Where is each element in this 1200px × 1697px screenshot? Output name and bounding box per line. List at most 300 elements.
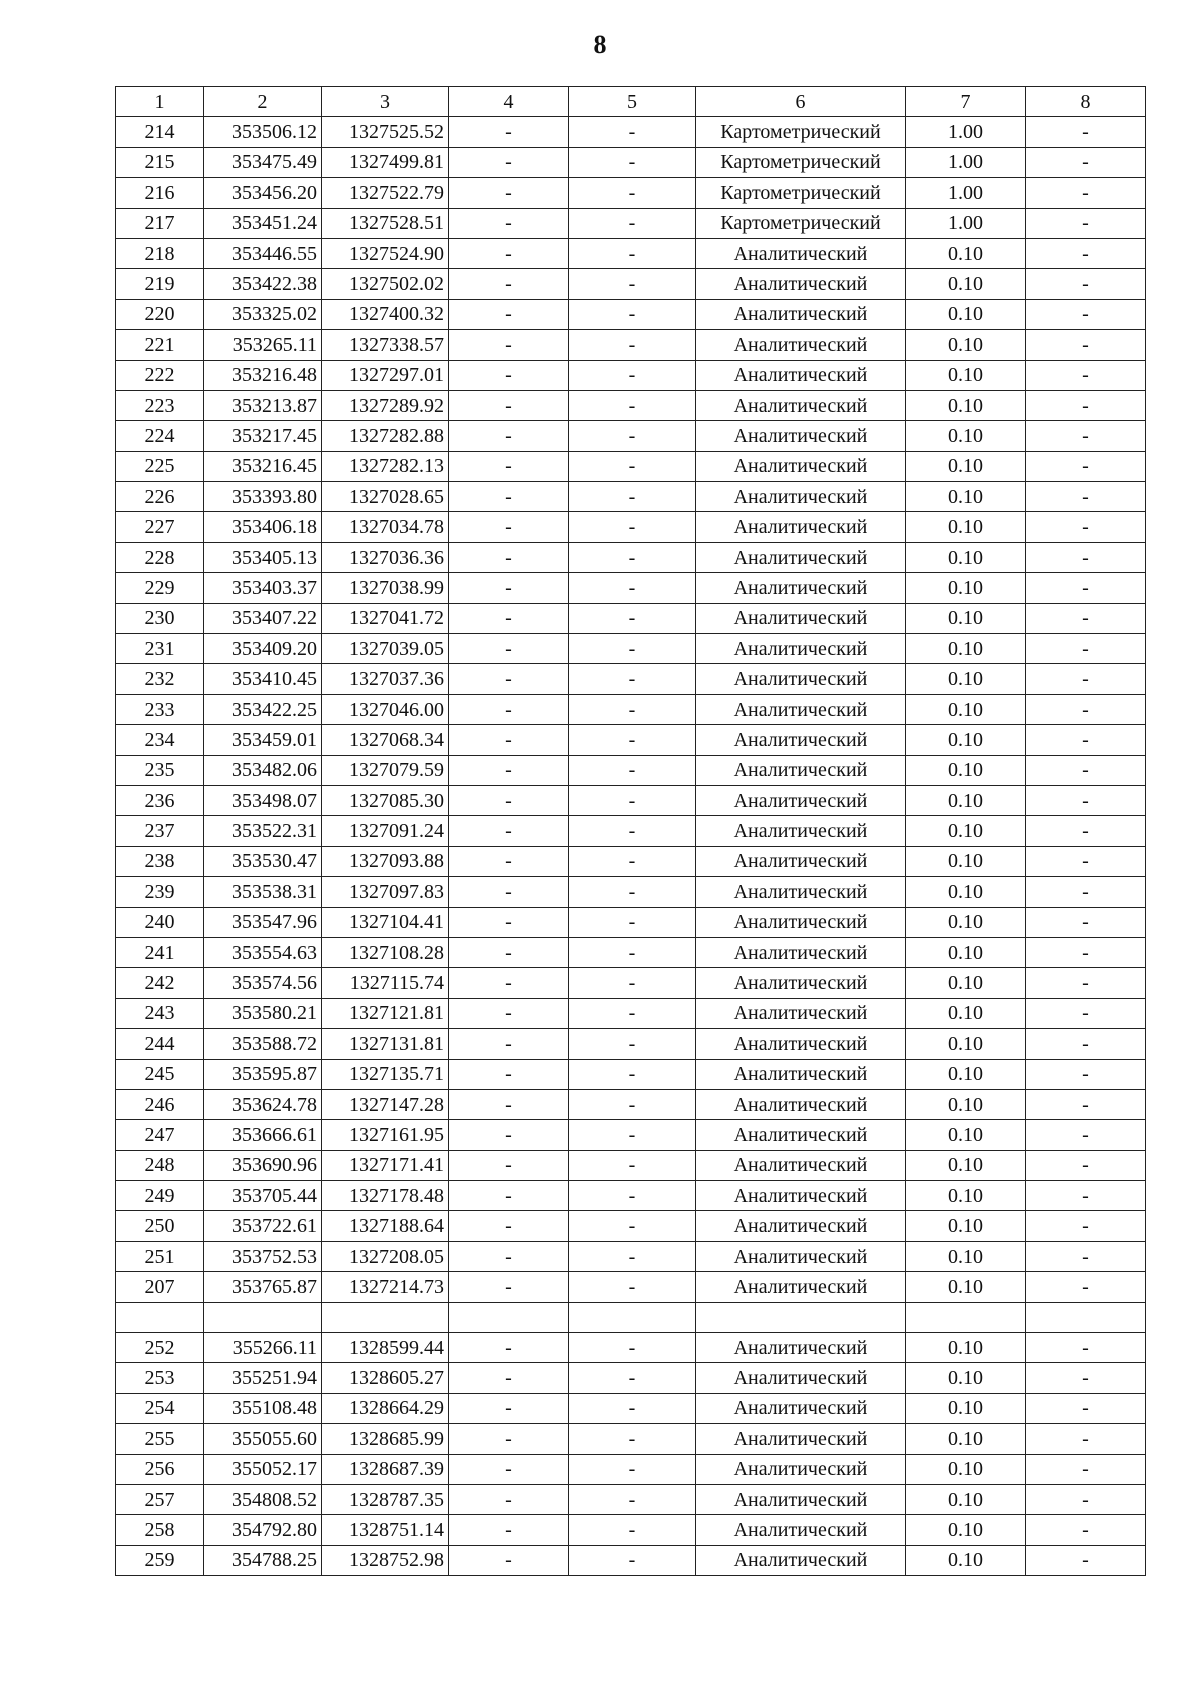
method-cell: Аналитический xyxy=(696,1181,906,1211)
point-number-cell: 235 xyxy=(116,755,204,785)
x-coordinate-cell: 353403.37 xyxy=(204,573,322,603)
y-coordinate-cell: 1328599.44 xyxy=(322,1333,449,1363)
point-number-cell: 251 xyxy=(116,1241,204,1271)
table-row xyxy=(116,1211,1146,1241)
method-cell: Аналитический xyxy=(696,421,906,451)
point-number-cell: 259 xyxy=(116,1545,204,1575)
method-cell: Аналитический xyxy=(696,1029,906,1059)
column-5-cell: - xyxy=(569,1241,696,1271)
column-8-cell: - xyxy=(1026,421,1146,451)
point-number-cell: 207 xyxy=(116,1272,204,1302)
column-8-cell: - xyxy=(1026,1120,1146,1150)
x-coordinate-cell: 353705.44 xyxy=(204,1181,322,1211)
x-coordinate-cell: 353422.25 xyxy=(204,694,322,724)
column-8-cell: - xyxy=(1026,299,1146,329)
column-5-cell: - xyxy=(569,421,696,451)
x-coordinate-cell: 354788.25 xyxy=(204,1545,322,1575)
point-number-cell: 253 xyxy=(116,1363,204,1393)
column-4-cell: - xyxy=(449,634,569,664)
column-4-cell: - xyxy=(449,482,569,512)
point-number-cell: 240 xyxy=(116,907,204,937)
column-5-cell: - xyxy=(569,755,696,785)
x-coordinate-cell: 353213.87 xyxy=(204,390,322,420)
column-5-cell: - xyxy=(569,1454,696,1484)
table-row xyxy=(116,573,1146,603)
table-row xyxy=(116,542,1146,572)
y-coordinate-cell: 1327085.30 xyxy=(322,785,449,815)
header-cell: 3 xyxy=(322,87,449,117)
column-8-cell: - xyxy=(1026,512,1146,542)
point-number-cell: 256 xyxy=(116,1454,204,1484)
x-coordinate-cell: 353752.53 xyxy=(204,1241,322,1271)
accuracy-cell: 0.10 xyxy=(906,512,1026,542)
point-number-cell: 257 xyxy=(116,1484,204,1514)
point-number-cell: 223 xyxy=(116,390,204,420)
column-8-cell: - xyxy=(1026,330,1146,360)
column-5-cell: - xyxy=(569,937,696,967)
y-coordinate-cell: 1327188.64 xyxy=(322,1211,449,1241)
method-cell: Аналитический xyxy=(696,725,906,755)
column-8-cell: - xyxy=(1026,451,1146,481)
header-cell: 8 xyxy=(1026,87,1146,117)
y-coordinate-cell: 1327093.88 xyxy=(322,846,449,876)
column-8-cell: - xyxy=(1026,482,1146,512)
column-4-cell: - xyxy=(449,1181,569,1211)
column-5-cell: - xyxy=(569,238,696,268)
column-8-cell: - xyxy=(1026,664,1146,694)
column-8-cell: - xyxy=(1026,937,1146,967)
table-row xyxy=(116,482,1146,512)
method-cell: Аналитический xyxy=(696,907,906,937)
point-number-cell: 231 xyxy=(116,634,204,664)
point-number-cell: 230 xyxy=(116,603,204,633)
x-coordinate-cell: 353666.61 xyxy=(204,1120,322,1150)
point-number-cell xyxy=(116,1302,204,1332)
column-4-cell: - xyxy=(449,208,569,238)
column-8-cell: - xyxy=(1026,1333,1146,1363)
column-4-cell: - xyxy=(449,725,569,755)
x-coordinate-cell: 353522.31 xyxy=(204,816,322,846)
column-5-cell: - xyxy=(569,968,696,998)
method-cell: Аналитический xyxy=(696,573,906,603)
table-row xyxy=(116,1363,1146,1393)
column-8-cell: - xyxy=(1026,1272,1146,1302)
header-row xyxy=(116,87,1146,117)
accuracy-cell: 0.10 xyxy=(906,451,1026,481)
column-8-cell: - xyxy=(1026,1424,1146,1454)
method-cell: Аналитический xyxy=(696,1241,906,1271)
point-number-cell: 232 xyxy=(116,664,204,694)
x-coordinate-cell: 353506.12 xyxy=(204,117,322,147)
point-number-cell: 222 xyxy=(116,360,204,390)
column-8-cell: - xyxy=(1026,1089,1146,1119)
method-cell: Аналитический xyxy=(696,1515,906,1545)
table-row xyxy=(116,1454,1146,1484)
accuracy-cell: 0.10 xyxy=(906,299,1026,329)
point-number-cell: 250 xyxy=(116,1211,204,1241)
method-cell: Аналитический xyxy=(696,1211,906,1241)
y-coordinate-cell: 1327282.13 xyxy=(322,451,449,481)
column-8-cell: - xyxy=(1026,1515,1146,1545)
table-row xyxy=(116,937,1146,967)
y-coordinate-cell: 1327171.41 xyxy=(322,1150,449,1180)
x-coordinate-cell: 353393.80 xyxy=(204,482,322,512)
y-coordinate-cell: 1327178.48 xyxy=(322,1181,449,1211)
column-4-cell: - xyxy=(449,937,569,967)
y-coordinate-cell: 1328787.35 xyxy=(322,1484,449,1514)
method-cell: Аналитический xyxy=(696,512,906,542)
column-5-cell: - xyxy=(569,482,696,512)
table-row xyxy=(116,1333,1146,1363)
column-4-cell: - xyxy=(449,877,569,907)
y-coordinate-cell: 1327525.52 xyxy=(322,117,449,147)
x-coordinate-cell: 353554.63 xyxy=(204,937,322,967)
x-coordinate-cell: 353216.45 xyxy=(204,451,322,481)
column-5-cell: - xyxy=(569,1211,696,1241)
y-coordinate-cell: 1327037.36 xyxy=(322,664,449,694)
table-row xyxy=(116,512,1146,542)
y-coordinate-cell: 1328687.39 xyxy=(322,1454,449,1484)
method-cell: Аналитический xyxy=(696,1120,906,1150)
column-4-cell: - xyxy=(449,664,569,694)
table-body xyxy=(116,87,1146,1576)
column-5-cell: - xyxy=(569,1089,696,1119)
y-coordinate-cell: 1327522.79 xyxy=(322,178,449,208)
column-8-cell: - xyxy=(1026,1454,1146,1484)
table-row xyxy=(116,1029,1146,1059)
column-5-cell: - xyxy=(569,664,696,694)
x-coordinate-cell: 353690.96 xyxy=(204,1150,322,1180)
accuracy-cell: 0.10 xyxy=(906,1059,1026,1089)
method-cell: Картометрический xyxy=(696,208,906,238)
table-row xyxy=(116,1424,1146,1454)
y-coordinate-cell: 1327147.28 xyxy=(322,1089,449,1119)
table-row xyxy=(116,634,1146,664)
point-number-cell: 249 xyxy=(116,1181,204,1211)
column-8-cell: - xyxy=(1026,1393,1146,1423)
column-5-cell: - xyxy=(569,1029,696,1059)
point-number-cell: 214 xyxy=(116,117,204,147)
y-coordinate-cell: 1327104.41 xyxy=(322,907,449,937)
accuracy-cell: 0.10 xyxy=(906,390,1026,420)
y-coordinate-cell: 1327034.78 xyxy=(322,512,449,542)
column-8-cell: - xyxy=(1026,694,1146,724)
header-cell: 1 xyxy=(116,87,204,117)
method-cell: Аналитический xyxy=(696,269,906,299)
column-4-cell: - xyxy=(449,1545,569,1575)
x-coordinate-cell: 353574.56 xyxy=(204,968,322,998)
accuracy-cell: 0.10 xyxy=(906,269,1026,299)
column-5-cell: - xyxy=(569,542,696,572)
table-row xyxy=(116,117,1146,147)
header-cell: 2 xyxy=(204,87,322,117)
accuracy-cell: 0.10 xyxy=(906,573,1026,603)
x-coordinate-cell: 355266.11 xyxy=(204,1333,322,1363)
method-cell: Аналитический xyxy=(696,451,906,481)
column-4-cell: - xyxy=(449,1059,569,1089)
y-coordinate-cell: 1327400.32 xyxy=(322,299,449,329)
column-4-cell: - xyxy=(449,603,569,633)
column-5-cell: - xyxy=(569,1515,696,1545)
x-coordinate-cell: 353409.20 xyxy=(204,634,322,664)
point-number-cell: 246 xyxy=(116,1089,204,1119)
point-number-cell: 215 xyxy=(116,147,204,177)
x-coordinate-cell: 353446.55 xyxy=(204,238,322,268)
table-row xyxy=(116,178,1146,208)
x-coordinate-cell: 353475.49 xyxy=(204,147,322,177)
x-coordinate-cell: 353325.02 xyxy=(204,299,322,329)
point-number-cell: 225 xyxy=(116,451,204,481)
column-8-cell: - xyxy=(1026,542,1146,572)
method-cell: Картометрический xyxy=(696,178,906,208)
y-coordinate-cell xyxy=(322,1302,449,1332)
accuracy-cell: 1.00 xyxy=(906,178,1026,208)
y-coordinate-cell: 1327068.34 xyxy=(322,725,449,755)
column-5-cell: - xyxy=(569,725,696,755)
column-4-cell: - xyxy=(449,694,569,724)
accuracy-cell: 0.10 xyxy=(906,998,1026,1028)
column-8-cell: - xyxy=(1026,390,1146,420)
method-cell: Аналитический xyxy=(696,603,906,633)
column-4-cell: - xyxy=(449,299,569,329)
column-8-cell: - xyxy=(1026,178,1146,208)
column-4-cell: - xyxy=(449,785,569,815)
table-row xyxy=(116,664,1146,694)
accuracy-cell: 0.10 xyxy=(906,1272,1026,1302)
accuracy-cell: 0.10 xyxy=(906,1393,1026,1423)
y-coordinate-cell: 1327036.36 xyxy=(322,542,449,572)
column-5-cell: - xyxy=(569,816,696,846)
accuracy-cell: 0.10 xyxy=(906,816,1026,846)
column-8-cell: - xyxy=(1026,360,1146,390)
method-cell: Аналитический xyxy=(696,1059,906,1089)
column-5-cell: - xyxy=(569,512,696,542)
column-4-cell: - xyxy=(449,1393,569,1423)
method-cell: Аналитический xyxy=(696,482,906,512)
method-cell: Аналитический xyxy=(696,816,906,846)
x-coordinate-cell: 353624.78 xyxy=(204,1089,322,1119)
accuracy-cell: 0.10 xyxy=(906,1211,1026,1241)
x-coordinate-cell: 353456.20 xyxy=(204,178,322,208)
method-cell: Аналитический xyxy=(696,1545,906,1575)
y-coordinate-cell: 1328664.29 xyxy=(322,1393,449,1423)
column-4-cell: - xyxy=(449,1241,569,1271)
accuracy-cell: 0.10 xyxy=(906,330,1026,360)
point-number-cell: 233 xyxy=(116,694,204,724)
table-row xyxy=(116,208,1146,238)
point-number-cell: 234 xyxy=(116,725,204,755)
table-row xyxy=(116,269,1146,299)
point-number-cell: 241 xyxy=(116,937,204,967)
column-4-cell: - xyxy=(449,1272,569,1302)
column-5-cell: - xyxy=(569,1363,696,1393)
point-number-cell: 255 xyxy=(116,1424,204,1454)
x-coordinate-cell: 353451.24 xyxy=(204,208,322,238)
column-8-cell: - xyxy=(1026,117,1146,147)
method-cell: Аналитический xyxy=(696,1454,906,1484)
x-coordinate-cell: 353406.18 xyxy=(204,512,322,542)
column-5-cell xyxy=(569,1302,696,1332)
method-cell: Аналитический xyxy=(696,785,906,815)
column-4-cell: - xyxy=(449,573,569,603)
accuracy-cell: 0.10 xyxy=(906,1484,1026,1514)
method-cell xyxy=(696,1302,906,1332)
column-8-cell: - xyxy=(1026,603,1146,633)
method-cell: Аналитический xyxy=(696,1424,906,1454)
y-coordinate-cell: 1327028.65 xyxy=(322,482,449,512)
column-8-cell: - xyxy=(1026,877,1146,907)
point-number-cell: 247 xyxy=(116,1120,204,1150)
accuracy-cell: 0.10 xyxy=(906,1454,1026,1484)
y-coordinate-cell: 1327121.81 xyxy=(322,998,449,1028)
x-coordinate-cell xyxy=(204,1302,322,1332)
table-row xyxy=(116,1272,1146,1302)
point-number-cell: 216 xyxy=(116,178,204,208)
y-coordinate-cell: 1327135.71 xyxy=(322,1059,449,1089)
column-5-cell: - xyxy=(569,907,696,937)
y-coordinate-cell: 1327038.99 xyxy=(322,573,449,603)
method-cell: Аналитический xyxy=(696,542,906,572)
accuracy-cell: 0.10 xyxy=(906,634,1026,664)
x-coordinate-cell: 355055.60 xyxy=(204,1424,322,1454)
accuracy-cell: 1.00 xyxy=(906,117,1026,147)
accuracy-cell: 0.10 xyxy=(906,664,1026,694)
accuracy-cell: 0.10 xyxy=(906,877,1026,907)
y-coordinate-cell: 1327131.81 xyxy=(322,1029,449,1059)
table-row xyxy=(116,299,1146,329)
table-row xyxy=(116,603,1146,633)
accuracy-cell: 0.10 xyxy=(906,1029,1026,1059)
x-coordinate-cell: 354792.80 xyxy=(204,1515,322,1545)
column-5-cell: - xyxy=(569,1424,696,1454)
column-5-cell: - xyxy=(569,1120,696,1150)
column-4-cell: - xyxy=(449,907,569,937)
y-coordinate-cell: 1328605.27 xyxy=(322,1363,449,1393)
table-row xyxy=(116,451,1146,481)
method-cell: Аналитический xyxy=(696,1363,906,1393)
table-row xyxy=(116,1181,1146,1211)
y-coordinate-cell: 1327282.88 xyxy=(322,421,449,451)
table-row xyxy=(116,785,1146,815)
column-8-cell: - xyxy=(1026,816,1146,846)
table-row xyxy=(116,421,1146,451)
coordinates-table xyxy=(115,86,1146,1576)
x-coordinate-cell: 353538.31 xyxy=(204,877,322,907)
column-8-cell: - xyxy=(1026,1181,1146,1211)
method-cell: Аналитический xyxy=(696,1393,906,1423)
x-coordinate-cell: 355108.48 xyxy=(204,1393,322,1423)
x-coordinate-cell: 353530.47 xyxy=(204,846,322,876)
accuracy-cell: 0.10 xyxy=(906,1333,1026,1363)
column-8-cell: - xyxy=(1026,1545,1146,1575)
column-4-cell: - xyxy=(449,1515,569,1545)
column-4-cell: - xyxy=(449,1150,569,1180)
x-coordinate-cell: 353422.38 xyxy=(204,269,322,299)
accuracy-cell: 0.10 xyxy=(906,482,1026,512)
column-4-cell: - xyxy=(449,421,569,451)
table-row xyxy=(116,725,1146,755)
x-coordinate-cell: 354808.52 xyxy=(204,1484,322,1514)
x-coordinate-cell: 353482.06 xyxy=(204,755,322,785)
point-number-cell: 248 xyxy=(116,1150,204,1180)
table-row xyxy=(116,968,1146,998)
method-cell: Аналитический xyxy=(696,360,906,390)
table-row xyxy=(116,846,1146,876)
column-8-cell: - xyxy=(1026,634,1146,664)
table-row xyxy=(116,390,1146,420)
method-cell: Аналитический xyxy=(696,1150,906,1180)
column-8-cell: - xyxy=(1026,998,1146,1028)
accuracy-cell: 0.10 xyxy=(906,542,1026,572)
column-5-cell: - xyxy=(569,998,696,1028)
accuracy-cell: 0.10 xyxy=(906,1363,1026,1393)
column-8-cell xyxy=(1026,1302,1146,1332)
point-number-cell: 221 xyxy=(116,330,204,360)
x-coordinate-cell: 355052.17 xyxy=(204,1454,322,1484)
accuracy-cell: 0.10 xyxy=(906,1120,1026,1150)
column-8-cell: - xyxy=(1026,755,1146,785)
point-number-cell: 243 xyxy=(116,998,204,1028)
column-8-cell: - xyxy=(1026,968,1146,998)
y-coordinate-cell: 1327297.01 xyxy=(322,360,449,390)
column-5-cell: - xyxy=(569,1181,696,1211)
table-row xyxy=(116,1150,1146,1180)
table-row xyxy=(116,147,1146,177)
column-4-cell: - xyxy=(449,512,569,542)
y-coordinate-cell: 1327115.74 xyxy=(322,968,449,998)
column-8-cell: - xyxy=(1026,573,1146,603)
column-8-cell: - xyxy=(1026,785,1146,815)
column-8-cell: - xyxy=(1026,147,1146,177)
column-5-cell: - xyxy=(569,634,696,664)
table-row xyxy=(116,238,1146,268)
accuracy-cell: 0.10 xyxy=(906,725,1026,755)
column-4-cell: - xyxy=(449,1333,569,1363)
accuracy-cell: 1.00 xyxy=(906,208,1026,238)
column-4-cell: - xyxy=(449,117,569,147)
column-8-cell: - xyxy=(1026,1484,1146,1514)
y-coordinate-cell: 1327041.72 xyxy=(322,603,449,633)
y-coordinate-cell: 1328752.98 xyxy=(322,1545,449,1575)
x-coordinate-cell: 353216.48 xyxy=(204,360,322,390)
x-coordinate-cell: 355251.94 xyxy=(204,1363,322,1393)
accuracy-cell: 0.10 xyxy=(906,421,1026,451)
column-5-cell: - xyxy=(569,1272,696,1302)
column-4-cell: - xyxy=(449,1363,569,1393)
column-5-cell: - xyxy=(569,451,696,481)
column-5-cell: - xyxy=(569,1150,696,1180)
column-4-cell: - xyxy=(449,998,569,1028)
column-5-cell: - xyxy=(569,1545,696,1575)
column-5-cell: - xyxy=(569,694,696,724)
point-number-cell: 220 xyxy=(116,299,204,329)
y-coordinate-cell: 1327108.28 xyxy=(322,937,449,967)
method-cell: Аналитический xyxy=(696,238,906,268)
header-cell: 7 xyxy=(906,87,1026,117)
table-row xyxy=(116,998,1146,1028)
method-cell: Картометрический xyxy=(696,117,906,147)
table-row xyxy=(116,877,1146,907)
column-8-cell: - xyxy=(1026,907,1146,937)
column-5-cell: - xyxy=(569,390,696,420)
x-coordinate-cell: 353498.07 xyxy=(204,785,322,815)
y-coordinate-cell: 1327502.02 xyxy=(322,269,449,299)
accuracy-cell: 0.10 xyxy=(906,1424,1026,1454)
column-5-cell: - xyxy=(569,360,696,390)
method-cell: Картометрический xyxy=(696,147,906,177)
accuracy-cell: 0.10 xyxy=(906,937,1026,967)
point-number-cell: 224 xyxy=(116,421,204,451)
